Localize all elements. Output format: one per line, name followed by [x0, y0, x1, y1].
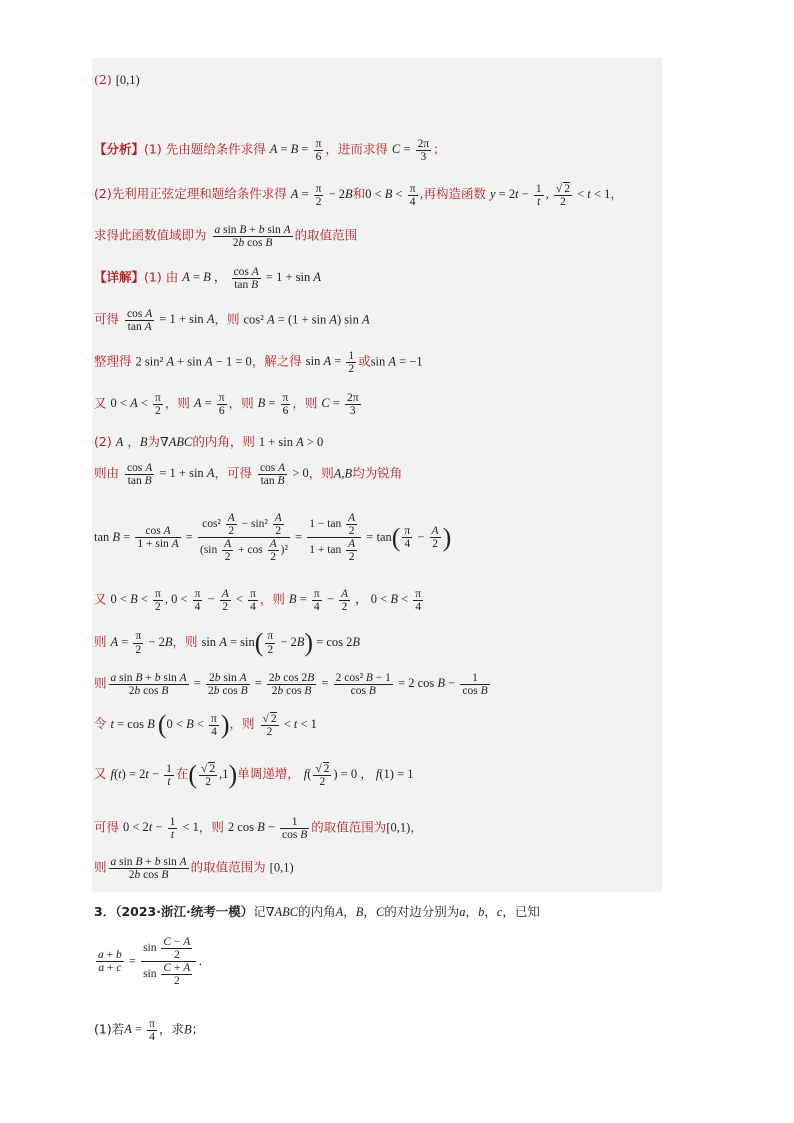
detail-text: 又 — [94, 765, 107, 781]
detail-text: 均为锐角 — [352, 465, 403, 481]
detail-text: ，则 — [228, 395, 254, 411]
detail-text: (1) 由 — [144, 269, 179, 285]
detail-line-3: 整理得 2 sin² A + sin A − 1 = 0，解之得 sin A = $\frac{1}{2}$ 或sin A = −1 — [94, 350, 423, 376]
detail-line-4: 又 0 < A < $\frac{\pi}{2}$ ，则 A = $\frac{\pi}{6}$ ，则 B = $\frac{\pi}{6}$ ，则 C = $\frac{2\pi}{3}$ — [94, 392, 359, 418]
analysis-line-1: 【分析】(1) 先由题给条件求得 A = B = $\frac{\pi}{6}$ ，进而求得 C = $\frac{2\pi}{3}$ ； — [94, 138, 446, 164]
detail-text: 令 — [94, 715, 107, 731]
problem-text: 的内角 — [298, 904, 336, 919]
analysis-text: ,再构造函数 — [419, 185, 486, 201]
detail-line-13: 可得 0 < 2t − $\frac{1}{t}$ < 1，则 2 cos B − $\frac{1}{\text{cos B}}$ 的取值范围为[0,1)， — [94, 816, 423, 842]
analysis-line-2: (2)先利用正弦定理和题给条件求得 A = $\frac{\pi}{2}$ − 2B和0 < B < $\frac{\pi}{4}$ ,再构造函数 y = 2t − $\frac{1}{t}$ , $\frac{√ 2}{2}$ < t < 1， — [94, 182, 623, 209]
detail-text: ，则 — [164, 395, 190, 411]
detail-text: 的取值范围为 — [311, 819, 387, 835]
detail-text: 可得 — [94, 311, 120, 327]
part2-answer: (2) [0,1) — [94, 72, 140, 87]
detail-text: 又 — [94, 591, 107, 607]
detail-text: (2) — [94, 434, 112, 449]
analysis-text: 的取值范围 — [294, 227, 358, 243]
detail-text: ，则 — [259, 591, 285, 607]
analysis-text: (1) 先由题给条件求得 — [144, 141, 266, 157]
question-text: (1)若 — [94, 1021, 125, 1037]
problem-text: 记 — [253, 904, 266, 919]
analysis-line-3: 求得此函数值域即为 $\frac{\text{a sin B + b sin A}}{\text{2b cos B}}$ 的取值范围 — [94, 224, 358, 250]
detail-line-1: 【详解】(1) 由 A = B ， $\frac{\text{cos A}}{\text{tan B}}$ = 1 + sin A — [94, 266, 321, 292]
detail-text: 整理得 — [94, 353, 132, 369]
detail-text: ，则 — [214, 311, 240, 327]
detail-line-2: 可得 $\frac{\text{cos A}}{\text{tan A}}$ = 1 + sin A，则 cos² A = (1 + sin A) sin A — [94, 308, 370, 334]
detail-line-11: 令 t = cos B (0 < B < $\frac{\pi}{4}$ )，则 $\frac{√ 2}{2}$ < t < 1 — [94, 710, 317, 740]
detail-text: 则 — [94, 675, 107, 691]
problem-3-stem: 3．（2023·浙江·统考一模）记∇ABC的内角A，B，C的对边分别为a，b，c，已知 — [94, 904, 540, 919]
analysis-tag: 【分析】 — [94, 141, 145, 157]
analysis-text: ，进而求得 — [325, 141, 388, 157]
detail-line-10: 则 $\frac{\text{a sin B + b sin A}}{\text{2b cos B}}$ = $\frac{\text{2b sin A}}{\text{2b cos B}}$ = $\frac{\text{2b cos 2B}}{\text{2b cos B}}$ = $\frac{\text{2 cos² B − 1}}{\text{cos B}}$ = 2 cos B − $\frac{1}{\text{cos B}}$ — [94, 672, 488, 698]
detail-text: ，则 — [308, 465, 334, 481]
detail-line-12: 又 f(t) = 2t − $\frac{1}{t}$ 在( $\frac{√ 2}{2}$ ,1)单调递增， f( $\frac{√ 2}{2}$ ) = 0 ， f(1) = 1 — [94, 760, 414, 790]
detail-text: ，解之得 — [251, 353, 302, 369]
detail-text: 则 — [94, 633, 107, 649]
detail-text: ，则 — [292, 395, 318, 411]
problem-number: 3． — [94, 904, 116, 919]
detail-line-9: 则 A = $\frac{\pi}{2}$ − 2B，则 sin A = sin( $\frac{\pi}{2}$ − 2B) = cos 2B — [94, 628, 361, 657]
problem-source: （2023·浙江·统考一模） — [115, 904, 254, 919]
detail-text: 为 — [147, 434, 160, 449]
detail-text: ，则 — [229, 715, 255, 731]
analysis-text: 和 — [352, 185, 366, 201]
detail-text: 单调递增， — [237, 765, 300, 781]
part2-label: (2) — [94, 72, 112, 87]
detail-text: 的内角，则 — [192, 434, 255, 449]
detail-line-14: 则 $\frac{\text{a sin B + b sin A}}{\text{2b cos B}}$ 的取值范围为 [0,1) — [94, 856, 294, 882]
detail-text: 则由 — [94, 465, 120, 481]
detail-text: 的取值范围为 — [190, 859, 266, 875]
detail-line-8: 又 0 < B < $\frac{\pi}{2}$ , 0 < $\frac{\pi}{4}$ − $\frac{A}{2}$ < $\frac{\pi}{4}$ ，则 B = $\frac{\pi}{4}$ − $\frac{A}{2}$ ， 0 < B < $\frac{\pi}{4}$ — [94, 588, 422, 614]
analysis-text: (2)先利用正弦定理和题给条件求得 — [94, 185, 287, 201]
question-text: ，求 — [158, 1021, 184, 1037]
detail-text: 在 — [175, 765, 189, 781]
detail-text: 或 — [358, 353, 371, 369]
problem-text: 的对边分别为 — [384, 904, 460, 919]
detail-line-7: tan B = $\frac{\text{cos A}}{\text{1 + sin A}}$ = cos² $\frac{A}{2}$ − sin² $\frac{A}{2}$ (sin $\frac{A}{2}$ + cos $\frac{A}{2}$ )² = 1 − tan $\frac{A}{2}$ 1 + tan $\frac{A}{2}$ = tan( $\frac{\pi}{4}$ − $\frac{A}{2}$ ) — [94, 512, 452, 564]
detail-tag: 【详解】 — [94, 269, 145, 285]
detail-text: 又 — [94, 395, 107, 411]
analysis-text: 求得此函数值域即为 — [94, 227, 207, 243]
detail-text: ，则 — [198, 819, 224, 835]
part2-value: 0,1 — [119, 73, 136, 87]
detail-text: ，则 — [172, 633, 198, 649]
problem-3-question-1: (1)若A = $\frac{\pi}{4}$ ，求B； — [94, 1018, 205, 1044]
problem-text: ，已知 — [502, 904, 540, 919]
detail-text: 则 — [94, 859, 107, 875]
problem-3-condition: $\frac{a + b}{a + c}$ = sin $\frac{C - A}{2}$ sin $\frac{C + A}{2}$ ． — [98, 936, 211, 988]
detail-text: 可得 — [94, 819, 120, 835]
detail-line-5: (2) A ，B为∇ABC的内角，则 1 + sin A > 0 — [94, 434, 324, 449]
detail-text: ，可得 — [214, 465, 252, 481]
detail-line-6: 则由 $\frac{\text{cos A}}{\text{tan B}}$ = 1 + sin A，可得 $\frac{\text{cos A}}{\text{tan B}}$ > 0，则A,B均为锐角 — [94, 462, 403, 488]
